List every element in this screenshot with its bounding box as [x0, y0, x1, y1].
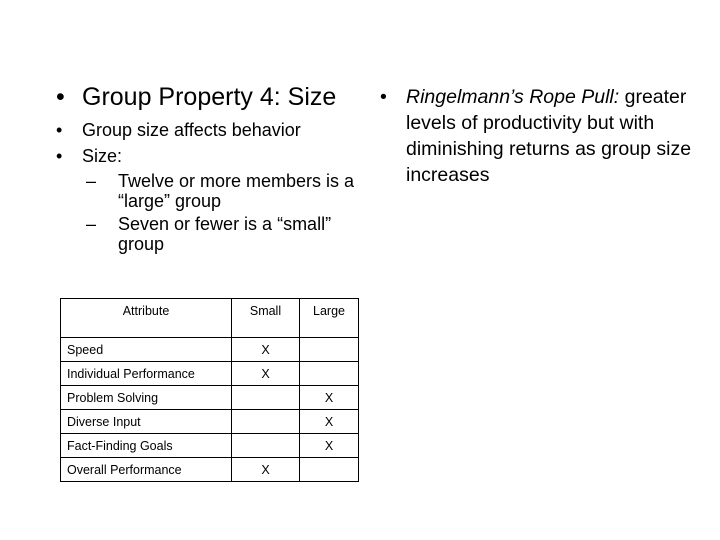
bullet-text: greater levels of productivity but with diminishing returns as group size increases	[406, 86, 692, 186]
table-row	[61, 434, 359, 458]
cell-large	[300, 338, 359, 362]
right-bullet-list	[380, 84, 700, 188]
bullet-icon: •	[56, 120, 63, 140]
bullet-icon: •	[56, 83, 65, 111]
slide-title-text: Group Property 4: Size	[82, 83, 337, 111]
dash-icon: –	[86, 171, 97, 191]
header-small: Small	[232, 299, 300, 338]
bullet-ringelmann	[380, 84, 700, 188]
bullet-group-size	[56, 118, 356, 142]
bullet-icon: •	[56, 146, 63, 166]
table-row	[61, 362, 359, 386]
cell-small	[232, 434, 300, 458]
cell-attribute: Diverse Input	[61, 410, 232, 434]
bullet-text: Size:	[82, 146, 123, 166]
cell-attribute: Fact-Finding Goals	[61, 434, 232, 458]
sub-bullet-text: Twelve or more members is a “large” group	[118, 171, 355, 211]
cell-large: X	[300, 386, 359, 410]
cell-small	[232, 386, 300, 410]
sub-bullet-text: Seven or fewer is a “small” group	[118, 214, 332, 254]
table-row	[61, 458, 359, 482]
cell-large: X	[300, 410, 359, 434]
left-bullet-list	[56, 80, 356, 254]
sub-bullet-large	[86, 171, 356, 211]
cell-small: X	[232, 338, 300, 362]
cell-large	[300, 362, 359, 386]
table-row	[61, 338, 359, 362]
bullet-text: Group size affects behavior	[82, 120, 301, 140]
cell-small: X	[232, 362, 300, 386]
slide-title	[56, 80, 356, 114]
cell-attribute: Problem Solving	[61, 386, 232, 410]
bullet-size	[56, 144, 356, 168]
attribute-table	[60, 298, 359, 482]
cell-attribute: Speed	[61, 338, 232, 362]
cell-attribute: Overall Performance	[61, 458, 232, 482]
table-row	[61, 410, 359, 434]
header-large: Large	[300, 299, 359, 338]
cell-small	[232, 410, 300, 434]
bullet-icon: •	[380, 86, 387, 108]
right-column	[380, 84, 700, 190]
header-attribute: Attribute	[61, 299, 232, 338]
table-row	[61, 386, 359, 410]
dash-icon: –	[86, 214, 97, 234]
cell-large: X	[300, 434, 359, 458]
bullet-italic-lead: Ringelmann’s Rope Pull:	[406, 86, 620, 108]
cell-large	[300, 458, 359, 482]
left-column	[56, 80, 356, 254]
cell-attribute: Individual Performance	[61, 362, 232, 386]
cell-small: X	[232, 458, 300, 482]
table-header-row	[61, 299, 359, 338]
sub-bullet-small	[86, 214, 356, 254]
